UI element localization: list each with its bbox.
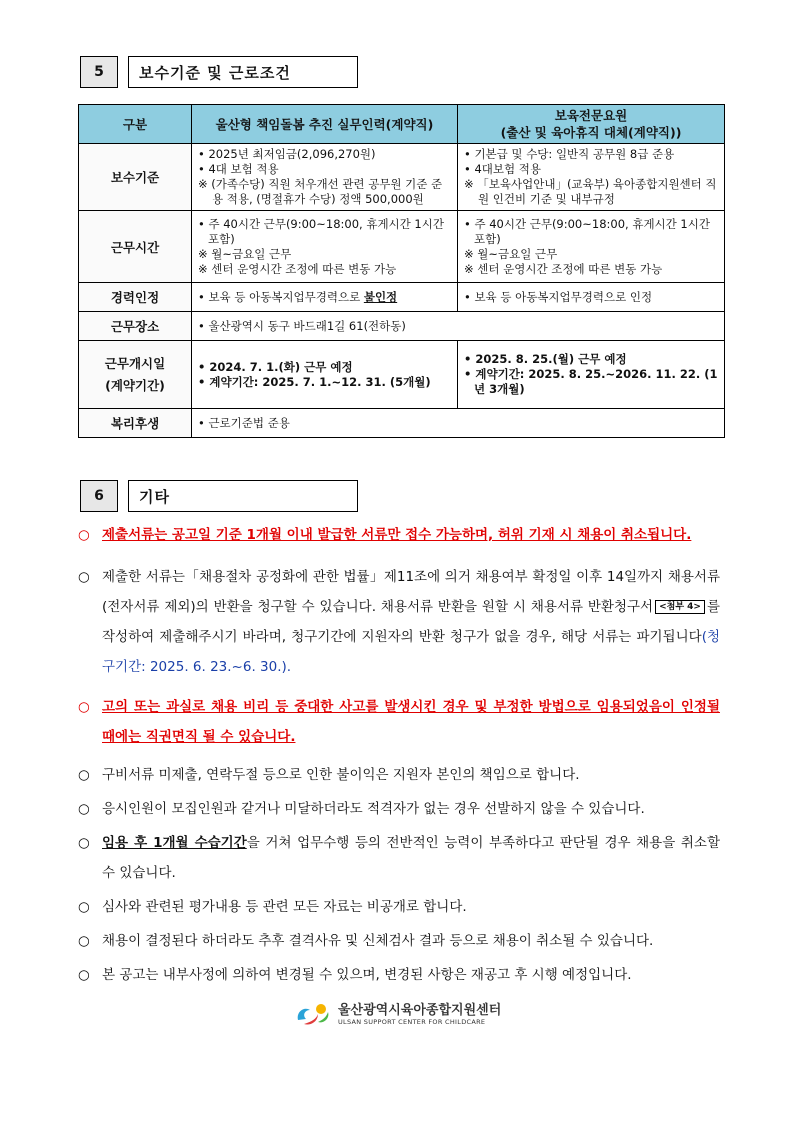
note-cancellation: 채용이 결정된다 하더라도 추후 결격사유 및 신체검사 결과 등으로 채용이 취소될 수 있습니다. bbox=[102, 933, 654, 949]
start-specialist-cell bbox=[458, 341, 725, 409]
list-item: • 기본급 및 수당: 일반직 공무원 8급 준용 bbox=[464, 147, 675, 161]
row-label-place: 근무장소 bbox=[79, 312, 192, 341]
row-label-start: 근무개시일 (계약기간) bbox=[79, 341, 192, 409]
list-item: ○ 고의 또는 과실로 채용 비리 등 중대한 사고를 발생시킨 경우 및 부정한 방법으로 임용되었음이 인정될 때에는 직권면직 될 수 있습니다. bbox=[78, 692, 720, 752]
section-title: 기타 bbox=[128, 480, 358, 512]
header-category: 구분 bbox=[79, 105, 192, 144]
note-changes: 본 공고는 내부사정에 의하여 변경될 수 있으며, 변경된 사항은 재공고 후 시행 예정입니다. bbox=[102, 967, 632, 983]
hours-specialist-cell bbox=[458, 211, 725, 283]
note-documents-validity: 제출서류는 공고일 기준 1개월 이내 발급한 서류만 접수 가능하며, 허위 기재 시 채용이 취소됩니다. bbox=[102, 527, 692, 543]
header-childcare-sub: (출산 및 육아휴직 대체(계약직)) bbox=[500, 125, 682, 140]
list-item: • 계약기간: 2025. 7. 1.~12. 31. (5개월) bbox=[198, 374, 431, 389]
header-ulsan-staff: 울산형 책임돌봄 추진 실무인력(계약직) bbox=[192, 105, 458, 144]
list-item: ○ 제출한 서류는「채용절차 공정화에 관한 법률」제11조에 의거 채용여부 확정일 이후 14일까지 채용서류(전자서류 제외)의 반환을 청구할 수 있습니다. 채용서류 반환을 원할 시 채용서류 반환청구서 <첨부 4> 를 작성하여 제출해주시기 바라며, 청구기간에 지원자의 반환 청구가 없을 경우, 해당 서류는 파기됩니다(청구기간: 2025. 6. 23.~6. 30.). bbox=[78, 562, 720, 682]
table-row-place bbox=[79, 312, 725, 341]
career-specialist-cell: • 보육 등 아동복지업무경력으로 인정 bbox=[458, 283, 725, 312]
note-item: ※ 센터 운영시간 조정에 따른 변동 가능 bbox=[464, 261, 663, 276]
not-recognized-text: 불인정 bbox=[363, 289, 398, 304]
section-6-header bbox=[80, 480, 358, 512]
center-logo-icon bbox=[294, 1000, 334, 1028]
welfare-cell: • 근로기준법 준용 bbox=[192, 409, 725, 438]
list-item: ○ 제출서류는 공고일 기준 1개월 이내 발급한 서류만 접수 가능하며, 허위 기재 시 채용이 취소됩니다. bbox=[78, 520, 720, 550]
list-item: • 4대 보험 적용 bbox=[198, 162, 279, 176]
pay-specialist-cell bbox=[458, 144, 725, 211]
note-dismissal: 고의 또는 과실로 채용 비리 등 중대한 사고를 발생시킨 경우 및 부정한 방법으로 임용되었음이 인정될 때에는 직권면직 될 수 있습니다. bbox=[102, 699, 720, 745]
table-row-career bbox=[79, 283, 725, 312]
hours-ulsan-cell bbox=[192, 211, 458, 283]
header-childcare-specialist bbox=[458, 105, 725, 144]
list-item: • 주 40시간 근무(9:00~18:00, 휴게시간 1시간 포함) bbox=[198, 216, 444, 246]
center-name: 울산광역시육아종합지원센터 bbox=[338, 1002, 502, 1018]
section-number: 6 bbox=[80, 480, 118, 512]
place-cell: • 울산광역시 동구 바드래1길 61(전하동) bbox=[192, 312, 725, 341]
row-label-pay: 보수기준 bbox=[79, 144, 192, 211]
table-row-pay bbox=[79, 144, 725, 211]
list-item: ○ 구비서류 미제출, 연락두절 등으로 인한 불이익은 지원자 본인의 책임으로 합니다. bbox=[78, 760, 720, 790]
list-item: • 계약기간: 2025. 8. 25.~2026. 11. 22. (1년 3개월) bbox=[464, 367, 718, 396]
note-no-selection: 응시인원이 모집인원과 같거나 미달하더라도 적격자가 없는 경우 선발하지 않을 수 있습니다. bbox=[102, 801, 645, 817]
row-label-hours: 근무시간 bbox=[79, 211, 192, 283]
list-item: ○ 응시인원이 모집인원과 같거나 미달하더라도 적격자가 없는 경우 선발하지 않을 수 있습니다. bbox=[78, 794, 720, 824]
note-item: ※ 월~금요일 근무 bbox=[198, 246, 292, 261]
row-label-career: 경력인정 bbox=[79, 283, 192, 312]
center-name-en: ULSAN SUPPORT CENTER FOR CHILDCARE bbox=[338, 1017, 486, 1026]
header-childcare-title: 보육전문요원 bbox=[554, 108, 628, 123]
list-item: • 2025년 최저임금(2,096,270원) bbox=[198, 147, 376, 161]
section-title: 보수기준 및 근로조건 bbox=[128, 56, 358, 88]
footer-logo bbox=[294, 1000, 501, 1028]
conditions-table bbox=[78, 104, 725, 438]
list-item: • 2025. 8. 25.(월) 근무 예정 bbox=[464, 352, 627, 366]
list-item: ○ 임용 후 1개월 수습기간을 거쳐 업무수행 등의 전반적인 능력이 부족하다고 판단될 경우 채용을 취소할 수 있습니다. bbox=[78, 828, 720, 888]
start-ulsan-cell bbox=[192, 341, 458, 409]
note-item: ※ 월~금요일 근무 bbox=[464, 246, 558, 261]
note-probation: 임용 후 1개월 수습기간을 거쳐 업무수행 등의 전반적인 능력이 부족하다고 판단될 경우 채용을 취소할 수 있습니다. bbox=[102, 835, 720, 881]
note-item: ※ (가족수당) 직원 처우개선 관련 공무원 기준 준용 적용, (명절휴가 수당) 정액 500,000원 bbox=[198, 177, 443, 206]
pay-ulsan-cell bbox=[192, 144, 458, 211]
list-item: ○ 본 공고는 내부사정에 의하여 변경될 수 있으며, 변경된 사항은 재공고 후 시행 예정입니다. bbox=[78, 960, 720, 990]
section-number: 5 bbox=[80, 56, 118, 88]
list-item: • 2024. 7. 1.(화) 근무 예정 bbox=[198, 359, 353, 374]
note-item: ※ 「보육사업안내」(교육부) 육아종합지원센터 직원 인건비 기준 및 내부규정 bbox=[464, 177, 717, 206]
list-item: ○ 채용이 결정된다 하더라도 추후 결격사유 및 신체검사 결과 등으로 채용이 취소될 수 있습니다. bbox=[78, 926, 720, 956]
career-ulsan-cell: • 보육 등 아동복지업무경력으로 불인정 bbox=[192, 283, 458, 312]
table-row-hours bbox=[79, 211, 725, 283]
note-documents-return: 제출한 서류는「채용절차 공정화에 관한 법률」제11조에 의거 채용여부 확정일 이후 14일까지 채용서류(전자서류 제외)의 반환을 청구할 수 있습니다. 채용서류 반환을 원할 시 채용서류 반환청구서 <첨부 4> 를 작성하여 제출해주시기 바라며, 청구기간에 지원자의 반환 청구가 없을 경우, 해당 서류는 파기됩니다(청구기간: 2025. 6. 23.~6. 30.). bbox=[102, 569, 720, 675]
list-item: ○ 심사와 관련된 평가내용 등 관련 모든 자료는 비공개로 합니다. bbox=[78, 892, 720, 922]
table-row-start bbox=[79, 341, 725, 409]
list-item: • 4대보험 적용 bbox=[464, 162, 541, 176]
note-item: ※ 센터 운영시간 조정에 따른 변동 가능 bbox=[198, 261, 397, 276]
notes-list bbox=[78, 520, 720, 990]
note-missing-documents: 구비서류 미제출, 연락두절 등으로 인한 불이익은 지원자 본인의 책임으로 합니다. bbox=[102, 767, 580, 783]
section-5-header bbox=[80, 56, 358, 88]
table-header-row bbox=[79, 105, 725, 144]
row-label-welfare: 복리후생 bbox=[79, 409, 192, 438]
list-item: • 주 40시간 근무(9:00~18:00, 휴게시간 1시간 포함) bbox=[464, 216, 710, 246]
attachment-badge: <첨부 4> bbox=[655, 600, 705, 614]
note-confidential: 심사와 관련된 평가내용 등 관련 모든 자료는 비공개로 합니다. bbox=[102, 899, 467, 915]
table-row-welfare bbox=[79, 409, 725, 438]
